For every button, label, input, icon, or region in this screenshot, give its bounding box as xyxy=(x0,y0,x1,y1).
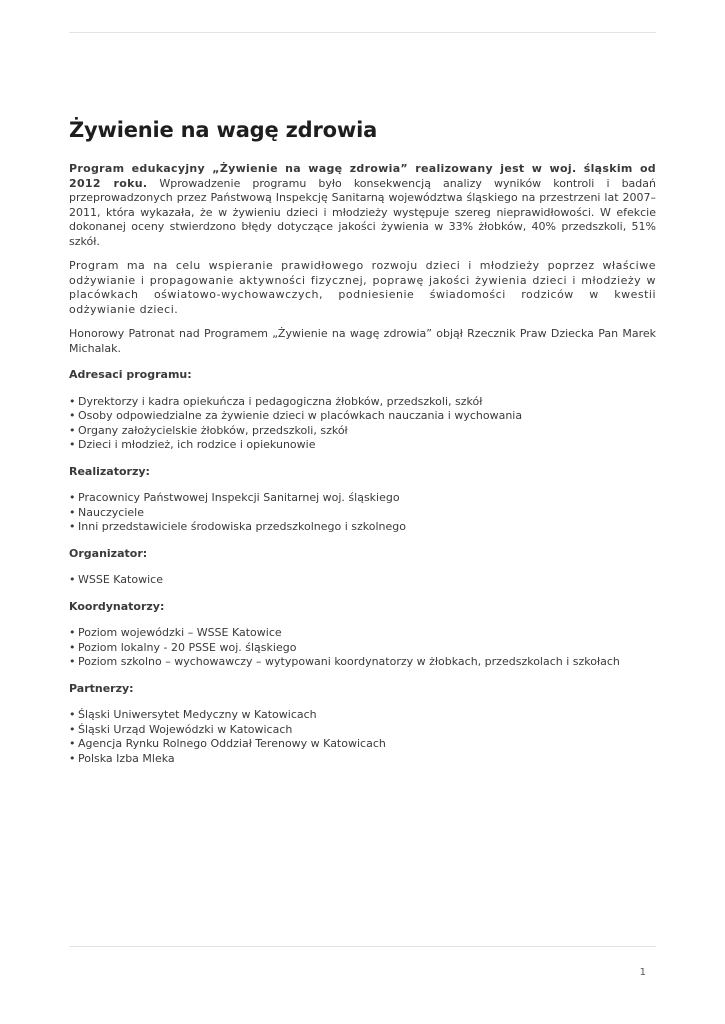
list-item: • Organy założycielskie żłobków, przedszkoli, szkół xyxy=(69,423,348,437)
document-body xyxy=(69,118,656,778)
list-item: • Dyrektorzy i kadra opiekuńcza i pedagogiczna żłobków, przedszkoli, szkół xyxy=(69,394,483,408)
list-item: • Śląski Uniwersytet Medyczny w Katowicach xyxy=(69,708,317,721)
bullet-icon: • xyxy=(69,394,76,408)
list-item: • Inni przedstawiciele środowiska przedszkolnego i szkolnego xyxy=(69,520,406,533)
partners-list xyxy=(69,708,656,766)
header-rule xyxy=(69,32,656,33)
partners-heading: Partnerzy: xyxy=(69,681,134,695)
list-item: • Poziom lokalny - 20 PSSE woj. śląskiego xyxy=(69,640,297,654)
list-item: • Poziom wojewódzki – WSSE Katowice xyxy=(69,626,282,639)
bullet-icon: • xyxy=(69,573,76,586)
page-number: 1 xyxy=(639,967,646,978)
list-item: • Pracownicy Państwowej Inspekcji Sanitarnej woj. śląskiego xyxy=(69,491,400,504)
bullet-icon: • xyxy=(69,505,76,519)
addressees-list xyxy=(69,395,656,453)
list-item: • Agencja Rynku Rolnego Oddział Terenowy w Katowicach xyxy=(69,737,386,750)
organizer-list xyxy=(69,573,656,588)
list-item: • Polska Izba Mleka xyxy=(69,751,175,765)
bullet-icon: • xyxy=(69,438,76,451)
intro-body: Wprowadzenie programu było konsekwencją analizy wyników kontroli i badań przeprowadzonych przez Państwową Inspekcję Sanitarną województwa śląskiego na przestrzeni lat 2007–2011, która wykazała, że w żywieniu dzieci i młodzieży występuje szereg nieprawidłowości. W efekcie dokonanej oceny stwierdzono błędy dotyczące jakości żywienia w 33% żłobków, 40% przedszkoli, 51% szkół. xyxy=(69,176,656,248)
coordinators-heading: Koordynatorzy: xyxy=(69,599,165,613)
bullet-icon: • xyxy=(69,655,76,668)
bullet-icon: • xyxy=(69,722,76,736)
organizer-heading: Organizator: xyxy=(69,546,148,560)
implementers-heading: Realizatorzy: xyxy=(69,464,150,478)
list-item: • WSSE Katowice xyxy=(69,573,163,586)
coordinators-list xyxy=(69,626,656,670)
list-item: • Nauczyciele xyxy=(69,505,144,519)
list-item: • Dzieci i młodzież, ich rodzice i opiekunowie xyxy=(69,438,316,451)
bullet-icon: • xyxy=(69,491,76,504)
patronage-paragraph: Honorowy Patronat nad Programem „Żywienie na wagę zdrowia” objął Rzecznik Praw Dziecka Pan Marek Michalak. xyxy=(69,327,656,355)
bullet-icon: • xyxy=(69,423,76,437)
bullet-icon: • xyxy=(69,751,76,765)
implementers-list xyxy=(69,491,656,535)
bullet-icon: • xyxy=(69,708,76,721)
bullet-icon: • xyxy=(69,737,76,750)
intro-lead: Program edukacyjny „Żywienie na wagę zdrowia” realizowany jest w woj. śląskim od 2012 roku. xyxy=(69,162,656,190)
goal-paragraph: Program ma na celu wspieranie prawidłowego rozwoju dzieci i młodzieży poprzez właściwe odżywianie i propagowanie aktywności fizycznej, poprawę jakości żywienia dzieci i młodzieży w placówkach oświatowo-wychowawczych, podniesienie świadomości rodziców w kwestii odżywianie dzieci. xyxy=(69,259,656,316)
bullet-icon: • xyxy=(69,626,76,639)
bullet-icon: • xyxy=(69,409,76,422)
list-item: • Śląski Urząd Wojewódzki w Katowicach xyxy=(69,722,293,736)
intro-paragraph xyxy=(69,162,656,249)
addressees-heading: Adresaci programu: xyxy=(69,368,192,381)
bullet-icon: • xyxy=(69,640,76,654)
footer-rule xyxy=(69,946,656,947)
list-item: • Poziom szkolno – wychowawczy – wytypowani koordynatorzy w żłobkach, przedszkolach i szkołach xyxy=(69,655,620,668)
document-title: Żywienie na wagę zdrowia xyxy=(69,118,378,142)
list-item: • Osoby odpowiedzialne za żywienie dzieci w placówkach nauczania i wychowania xyxy=(69,409,523,422)
bullet-icon: • xyxy=(69,520,76,533)
